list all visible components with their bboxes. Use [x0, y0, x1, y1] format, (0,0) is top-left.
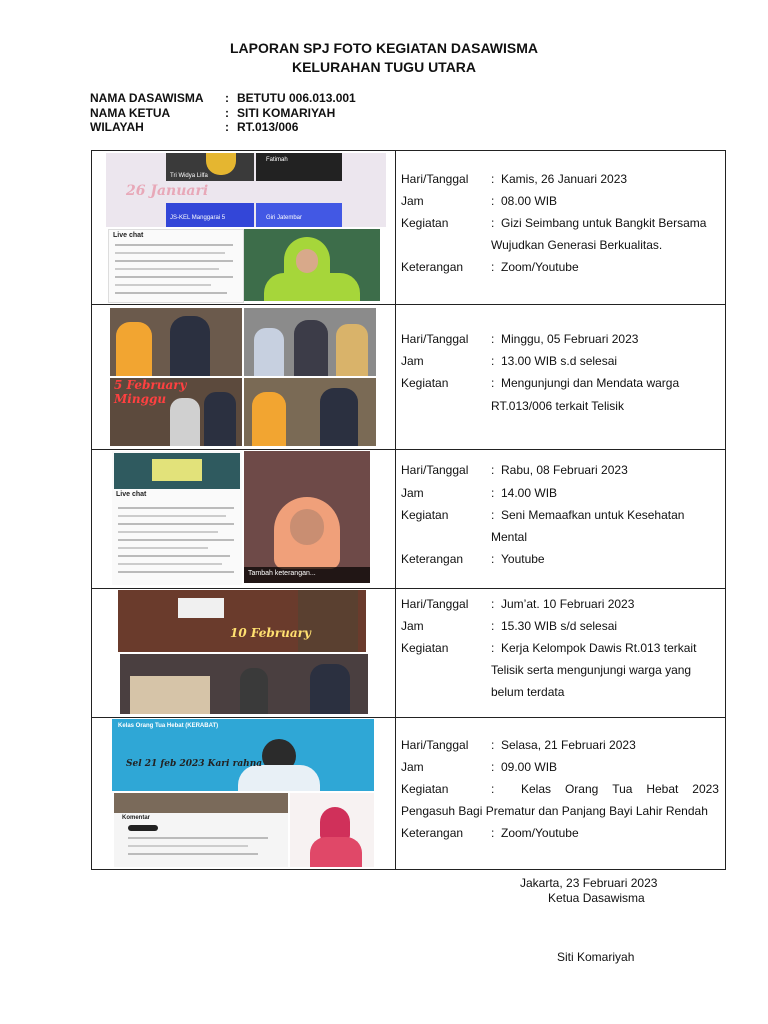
field-colon: : [491, 172, 495, 186]
field-label: Hari/Tanggal [401, 463, 469, 477]
field-value: Mental [491, 530, 528, 544]
field-colon: : [491, 260, 495, 274]
field-label: Hari/Tanggal [401, 597, 469, 611]
kegiatan-word: Tua [612, 782, 633, 796]
field-value: Jum’at. 10 Februari 2023 [501, 597, 635, 611]
signature-role: Ketua Dasawisma [548, 891, 645, 905]
field-label: Keterangan [401, 260, 464, 274]
field-colon: : [491, 738, 495, 752]
field-label: Kegiatan [401, 508, 449, 522]
jam-line [401, 483, 719, 503]
kegiatan-line-cont [401, 527, 719, 547]
speaker-photo [244, 229, 380, 301]
photo-collage [92, 449, 395, 588]
field-value: Kerja Kelompok Dawis Rt.013 terkait [501, 641, 697, 655]
hari-line [401, 329, 719, 349]
field-colon: : [491, 641, 495, 655]
participant-label: JS-KEL Manggarai 5 [170, 215, 226, 221]
field-value: Youtube [501, 552, 545, 566]
meta-colon: : [225, 120, 229, 134]
participant-label: Giri Jatembar [266, 215, 303, 221]
field-colon: : [491, 597, 495, 611]
field-value: Rabu, 08 Februari 2023 [501, 463, 628, 477]
meta-value: RT.013/006 [237, 120, 299, 134]
caption-input-label: Tambah keterangan... [248, 570, 316, 577]
comment-screenshot-photo [114, 793, 288, 867]
kegiatan-line [401, 638, 719, 658]
activity-row-1 [92, 151, 725, 304]
kegiatan-line [401, 373, 719, 393]
activity-row-2 [92, 304, 725, 449]
field-value: Wujudkan Generasi Berkualitas. [491, 238, 663, 252]
field-colon: : [491, 332, 495, 346]
report-title: LAPORAN SPJ FOTO KEGIATAN DASAWISMA [229, 40, 538, 56]
field-value: belum terdata [491, 685, 565, 699]
activity-row-4 [92, 588, 725, 717]
meta-colon: : [225, 105, 229, 120]
kegiatan-line-cont [401, 660, 719, 680]
field-value [521, 779, 719, 799]
photo-caption: 5 February Minggu [114, 378, 187, 406]
activity-row-5 [92, 717, 725, 871]
field-label: Jam [401, 760, 424, 774]
zoom-screenshot-photo [106, 153, 386, 227]
meta-label: NAMA KETUA [90, 105, 171, 120]
meta-row-dasawisma [90, 91, 356, 106]
jam-line [401, 757, 719, 777]
participant-label: Tri Widya Lilfa [170, 173, 208, 179]
field-value: 15.30 WIB s/d selesai [501, 619, 618, 633]
visit-photo [110, 378, 242, 446]
meta-value: BETUTU 006.013.001 [237, 91, 356, 105]
meta-row-ketua [90, 106, 356, 121]
field-colon: : [491, 463, 495, 477]
comment-label: Komentar [122, 815, 151, 821]
field-label: Keterangan [401, 552, 464, 566]
field-value: 13.00 WIB s.d selesai [501, 354, 618, 368]
zoom-class-photo [112, 719, 374, 791]
field-value: Pengasuh Bagi Prematur dan Panjang Bayi Lahir Rendah [401, 804, 708, 818]
hari-line [401, 594, 719, 614]
field-value: Zoom/Youtube [501, 826, 579, 840]
kegiatan-line-cont [401, 801, 719, 821]
photo-caption: 26 Januari [126, 183, 209, 199]
photo-collage [92, 588, 395, 717]
live-chat-photo [108, 229, 244, 303]
field-value: Mengunjungi dan Mendata warga [501, 376, 680, 390]
field-colon: : [491, 760, 495, 774]
participant-label: Fatimah [266, 157, 288, 163]
field-label: Hari/Tanggal [401, 172, 469, 186]
speaker-photo [244, 451, 370, 583]
live-chat-label: Live chat [113, 232, 144, 239]
field-label: Jam [401, 619, 424, 633]
field-colon: : [491, 194, 495, 208]
field-label: Jam [401, 194, 424, 208]
kegiatan-line-cont [401, 396, 719, 416]
field-label: Kegiatan [401, 376, 449, 390]
keterangan-line [401, 823, 719, 843]
activity-info [396, 151, 725, 304]
hari-line [401, 735, 719, 755]
photo-collage [92, 304, 395, 449]
field-value: Telisik serta mengunjungi warga yang [491, 663, 692, 677]
field-value: RT.013/006 terkait Telisik [491, 399, 624, 413]
field-label: Kegiatan [401, 782, 449, 796]
kegiatan-word: Hebat [646, 782, 679, 796]
class-banner-label: Kelas Orang Tua Hebat (KERABAT) [118, 723, 219, 729]
jam-line [401, 616, 719, 636]
activity-info [396, 304, 725, 449]
field-label: Hari/Tanggal [401, 332, 469, 346]
participant-photo [290, 793, 374, 867]
photo-collage [92, 717, 395, 871]
kegiatan-line [401, 213, 719, 233]
live-chat-label: Live chat [116, 491, 147, 498]
meta-row-wilayah [90, 120, 356, 135]
keterangan-line [401, 549, 719, 569]
activity-info [396, 588, 725, 717]
field-colon: : [491, 376, 495, 390]
visit-photo [244, 308, 376, 376]
field-colon: : [491, 508, 495, 522]
field-value: Zoom/Youtube [501, 260, 579, 274]
activity-info [396, 449, 725, 588]
field-colon: : [491, 782, 495, 796]
field-label: Keterangan [401, 826, 464, 840]
field-colon: : [491, 619, 495, 633]
photo-collage [92, 151, 395, 304]
visit-photo [110, 308, 242, 376]
meta-label: NAMA DASAWISMA [90, 91, 204, 105]
field-label: Kegiatan [401, 641, 449, 655]
report-subtitle: KELURAHAN TUGU UTARA [291, 59, 477, 75]
field-value: Gizi Seimbang untuk Bangkit Bersama [501, 216, 707, 230]
meeting-photo [118, 590, 366, 652]
keterangan-line [401, 257, 719, 277]
jam-line [401, 191, 719, 211]
kegiatan-line [401, 779, 719, 799]
youtube-screenshot-photo [112, 451, 242, 585]
signature-name: Siti Komariyah [557, 950, 635, 964]
kegiatan-word: Orang [564, 782, 599, 796]
field-colon: : [491, 216, 495, 230]
meta-value: SITI KOMARIYAH [237, 105, 336, 120]
field-value: Selasa, 21 Februari 2023 [501, 738, 636, 752]
field-value: 09.00 WIB [501, 760, 558, 774]
photo-caption: Sel 21 feb 2023 Kari rahna [126, 759, 263, 769]
field-value: Minggu, 05 Februari 2023 [501, 332, 639, 346]
meta-colon: : [225, 91, 229, 105]
field-colon: : [491, 826, 495, 840]
jam-line [401, 351, 719, 371]
kegiatan-line [401, 505, 719, 525]
signature-place-date: Jakarta, 23 Februari 2023 [520, 876, 658, 890]
field-value: 08.00 WIB [501, 194, 558, 208]
activity-table [91, 150, 726, 870]
field-label: Jam [401, 486, 424, 500]
field-colon: : [491, 552, 495, 566]
hari-line [401, 460, 719, 480]
kegiatan-line-cont [401, 235, 719, 255]
activity-info [396, 717, 725, 871]
visit-photo [244, 378, 376, 446]
kegiatan-word: 2023 [692, 782, 719, 796]
hari-line [401, 169, 719, 189]
field-label: Jam [401, 354, 424, 368]
field-colon: : [491, 354, 495, 368]
field-label: Kegiatan [401, 216, 449, 230]
meeting-photo [120, 654, 368, 714]
field-value: 14.00 WIB [501, 486, 558, 500]
field-value: Kamis, 26 Januari 2023 [501, 172, 628, 186]
report-meta [90, 91, 356, 135]
field-label: Hari/Tanggal [401, 738, 469, 752]
field-colon: : [491, 486, 495, 500]
kegiatan-word: Kelas [521, 782, 552, 796]
activity-row-3 [92, 449, 725, 588]
photo-caption: 10 February [230, 626, 311, 640]
field-value: Seni Memaafkan untuk Kesehatan [501, 508, 685, 522]
kegiatan-line-cont [401, 682, 719, 702]
meta-label: WILAYAH [90, 120, 144, 134]
